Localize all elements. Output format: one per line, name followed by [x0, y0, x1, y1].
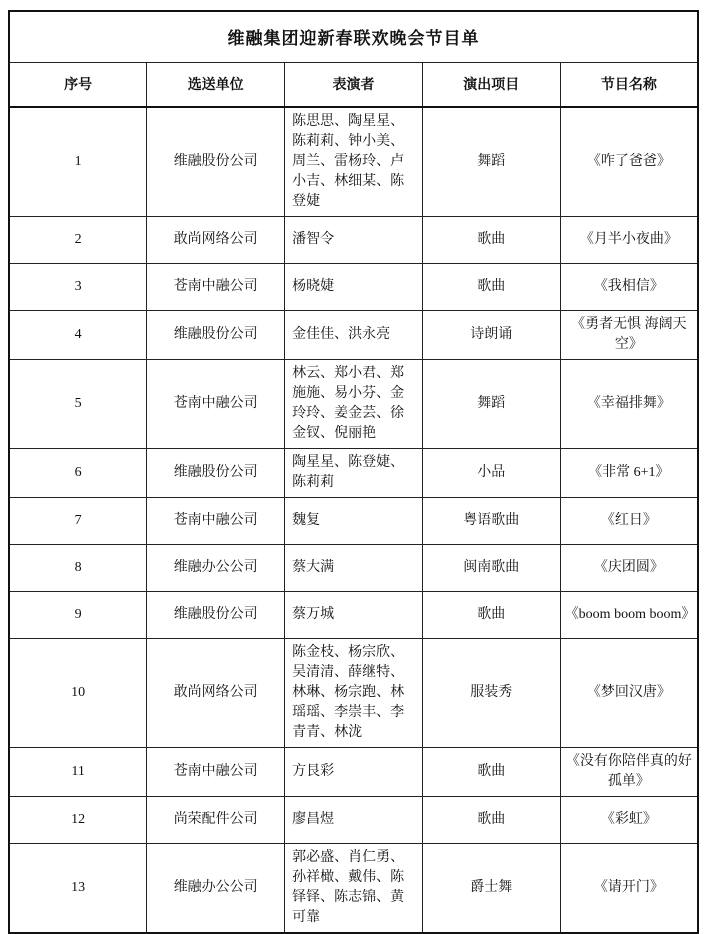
cell-performers: 杨晓婕	[285, 264, 423, 311]
cell-category: 歌曲	[422, 217, 560, 264]
cell-performers: 金佳佳、洪永亮	[285, 311, 423, 360]
cell-category: 舞蹈	[422, 360, 560, 449]
table-row	[9, 217, 698, 264]
program-table	[8, 10, 699, 934]
cell-category: 服装秀	[422, 639, 560, 748]
column-header: 表演者	[285, 62, 423, 107]
column-header: 序号	[9, 62, 147, 107]
cell-unit: 苍南中融公司	[147, 264, 285, 311]
table-body	[9, 107, 698, 933]
cell-performers: 蔡大满	[285, 545, 423, 592]
cell-program: 《幸福排舞》	[560, 360, 698, 449]
cell-unit: 维融股份公司	[147, 107, 285, 217]
title-row	[9, 11, 698, 62]
cell-unit: 苍南中融公司	[147, 498, 285, 545]
cell-index: 3	[9, 264, 147, 311]
cell-category: 粤语歌曲	[422, 498, 560, 545]
column-header: 选送单位	[147, 62, 285, 107]
cell-index: 9	[9, 592, 147, 639]
cell-index: 12	[9, 797, 147, 844]
cell-performers: 潘智令	[285, 217, 423, 264]
table-row	[9, 498, 698, 545]
cell-performers: 魏复	[285, 498, 423, 545]
cell-program: 《没有你陪伴真的好孤单》	[560, 748, 698, 797]
cell-program: 《勇者无惧 海阔天空》	[560, 311, 698, 360]
cell-unit: 维融股份公司	[147, 449, 285, 498]
cell-index: 10	[9, 639, 147, 748]
cell-category: 舞蹈	[422, 107, 560, 217]
cell-unit: 敢尚网络公司	[147, 639, 285, 748]
cell-program: 《非常 6+1》	[560, 449, 698, 498]
column-header: 节目名称	[560, 62, 698, 107]
column-header: 演出项目	[422, 62, 560, 107]
cell-category: 诗朗诵	[422, 311, 560, 360]
cell-category: 闽南歌曲	[422, 545, 560, 592]
cell-program: 《梦回汉唐》	[560, 639, 698, 748]
cell-performers: 陶星星、陈登婕、陈莉莉	[285, 449, 423, 498]
cell-unit: 敢尚网络公司	[147, 217, 285, 264]
cell-category: 歌曲	[422, 592, 560, 639]
cell-program: 《庆团圆》	[560, 545, 698, 592]
table-row	[9, 449, 698, 498]
page-title: 维融集团迎新春联欢晚会节目单	[9, 11, 698, 62]
cell-program: 《彩虹》	[560, 797, 698, 844]
table-row	[9, 545, 698, 592]
cell-index: 8	[9, 545, 147, 592]
cell-index: 2	[9, 217, 147, 264]
cell-performers: 陈金枝、杨宗欣、吴清清、薛继特、林琳、杨宗跑、林瑶瑶、李崇丰、李青青、林泷	[285, 639, 423, 748]
cell-program: 《我相信》	[560, 264, 698, 311]
table-row	[9, 844, 698, 934]
cell-unit: 维融办公公司	[147, 545, 285, 592]
cell-performers: 廖昌煜	[285, 797, 423, 844]
cell-index: 13	[9, 844, 147, 934]
cell-program: 《红日》	[560, 498, 698, 545]
cell-index: 1	[9, 107, 147, 217]
cell-category: 小品	[422, 449, 560, 498]
cell-performers: 方艮彩	[285, 748, 423, 797]
cell-category: 爵士舞	[422, 844, 560, 934]
cell-index: 11	[9, 748, 147, 797]
cell-unit: 维融办公公司	[147, 844, 285, 934]
table-row	[9, 360, 698, 449]
cell-performers: 蔡万城	[285, 592, 423, 639]
cell-unit: 苍南中融公司	[147, 748, 285, 797]
table-row	[9, 797, 698, 844]
cell-index: 5	[9, 360, 147, 449]
cell-program: 《boom boom boom》	[560, 592, 698, 639]
cell-category: 歌曲	[422, 264, 560, 311]
table-row	[9, 264, 698, 311]
cell-category: 歌曲	[422, 797, 560, 844]
cell-performers: 林云、郑小君、郑施施、易小芬、金玲玲、姜金芸、徐金钗、倪丽艳	[285, 360, 423, 449]
table-row	[9, 107, 698, 217]
cell-unit: 苍南中融公司	[147, 360, 285, 449]
cell-unit: 维融股份公司	[147, 311, 285, 360]
cell-index: 7	[9, 498, 147, 545]
table-row	[9, 592, 698, 639]
table-row	[9, 639, 698, 748]
table-row	[9, 748, 698, 797]
cell-index: 6	[9, 449, 147, 498]
cell-index: 4	[9, 311, 147, 360]
cell-performers: 陈思思、陶星星、陈莉莉、钟小美、周兰、雷杨玲、卢小吉、林细某、陈登婕	[285, 107, 423, 217]
table-row	[9, 311, 698, 360]
cell-unit: 维融股份公司	[147, 592, 285, 639]
cell-category: 歌曲	[422, 748, 560, 797]
cell-program: 《请开门》	[560, 844, 698, 934]
cell-program: 《月半小夜曲》	[560, 217, 698, 264]
cell-program: 《咋了爸爸》	[560, 107, 698, 217]
cell-performers: 郭必盛、肖仁勇、孙祥橄、戴伟、陈铎铎、陈志锦、黄可靠	[285, 844, 423, 934]
table-header-row	[9, 62, 698, 107]
cell-unit: 尚荣配件公司	[147, 797, 285, 844]
